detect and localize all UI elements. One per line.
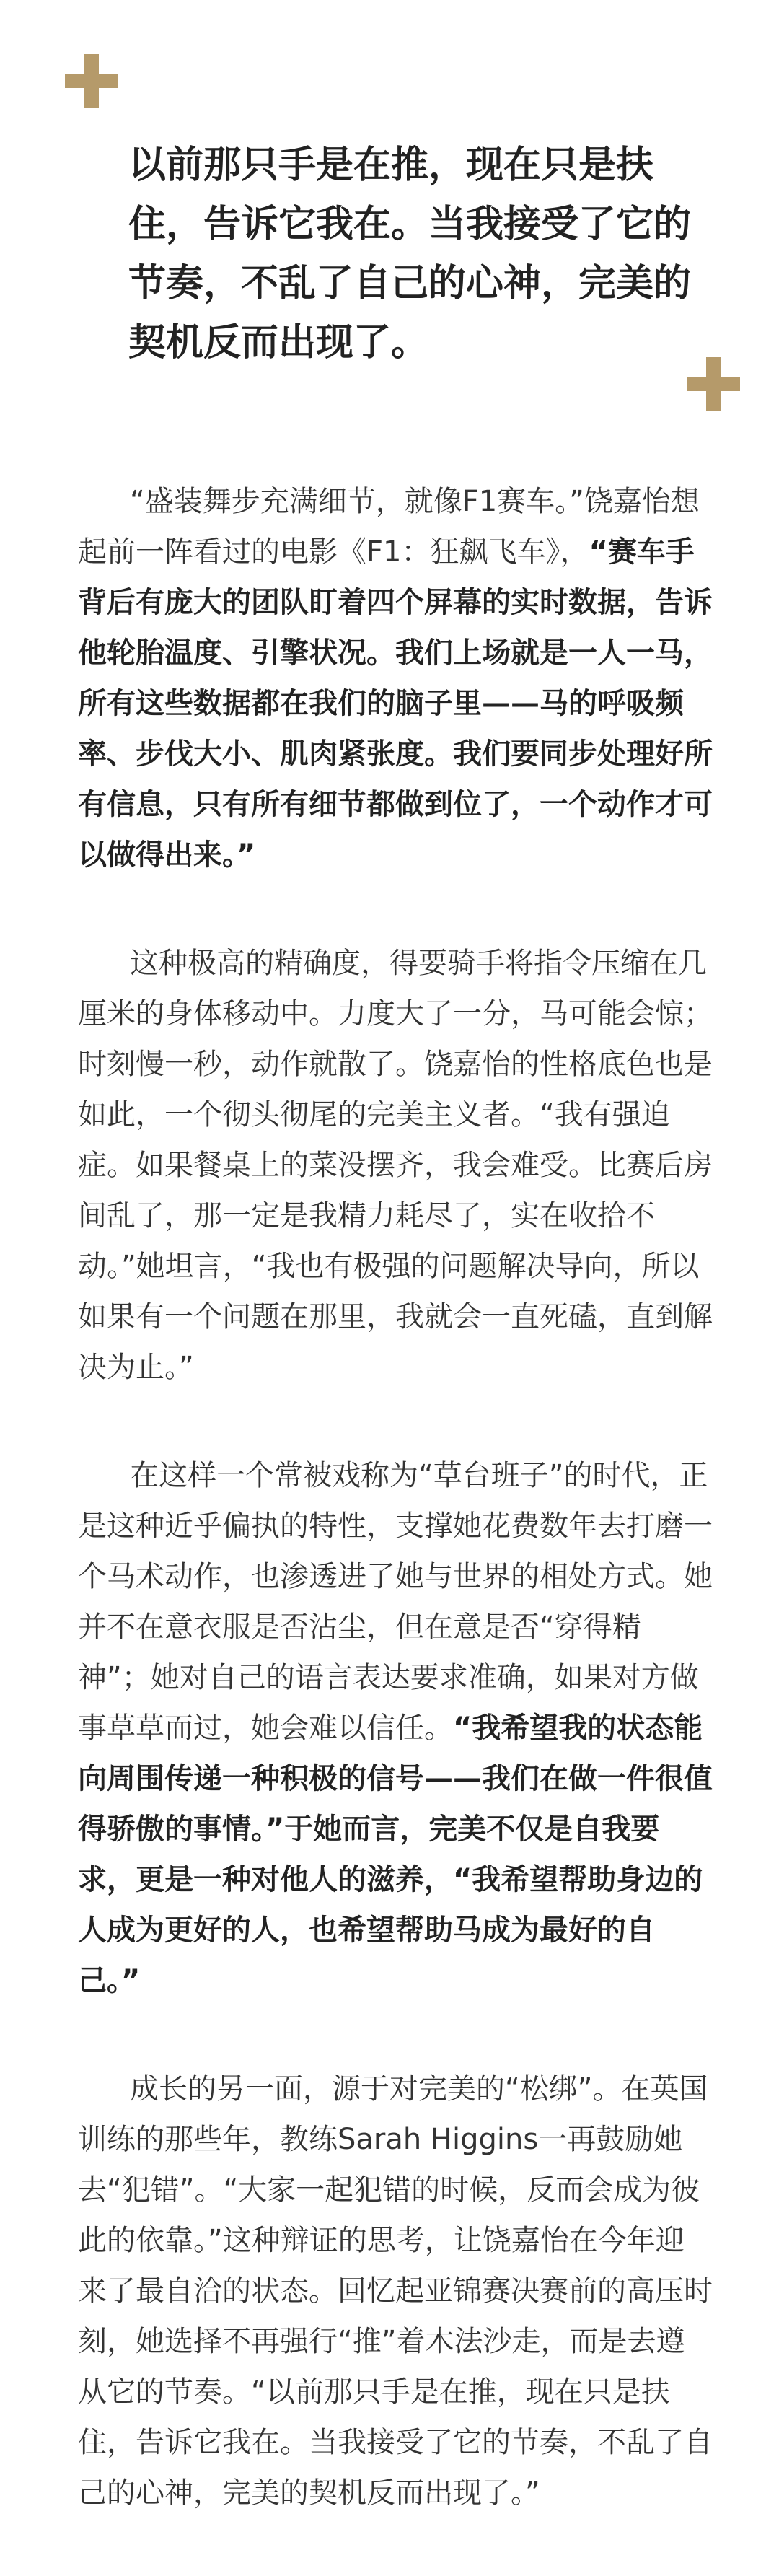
paragraph-text: 这种极高的精确度，得要骑手将指令压缩在几厘米的身体移动中。力度大了一分，马可能会惊；时刻慢一秒，动作就散了。饶嘉怡的性格底色也是如此，一个彻头彻尾的完美主义者。“我有强迫症。如果餐桌上的菜没摆齐，我会难受。比赛后房间乱了，那一定是我精力耗尽了，实在收拾不动。”她坦言，“我也有极强的问题解决导向，所以如果有一个问题在那里，我就会一直死磕，直到解决为止。” <box>78 947 713 1384</box>
gold-plus-icon <box>687 357 740 411</box>
paragraph-text: “盛装舞步充满细节，就像F1赛车。”饶嘉怡想起前一阵看过的电影《F1：狂飙飞车》， <box>78 485 700 569</box>
paragraph-text: 成长的另一面，源于对完美的“松绑”。在英国训练的那些年，教练Sarah Higgins一再鼓励她去“犯错”。“大家一起犯错的时候，反而会成为彼此的依靠。”这种辩证的思考，让饶嘉怡在今年迎来了最自洽的状态。回忆起亚锦赛决赛前的高压时刻，她选择不再强行“推”着木法沙走，而是去遵从它的节奏。“以前那只手是在推，现在只是扶住，告诉它我在。当我接受了它的节奏，不乱了自己的心神，完美的契机反而出现了。” <box>78 2072 713 2510</box>
paragraph-bold-text: “我希望我的状态能向周围传递一种积极的信号——我们在做一件很值得骄傲的事情。”于她而言，完美不仅是自我要求，更是一种对他人的滋养，“我希望帮助身边的人成为更好的人，也希望帮助马成为最好的自己。” <box>78 1712 713 1997</box>
paragraph <box>78 476 713 880</box>
pull-quote: 以前那只手是在推，现在只是扶住，告诉它我在。当我接受了它的节奏，不乱了自己的心神，完美的契机反而出现了。 <box>128 143 692 364</box>
paragraph <box>78 1450 713 2006</box>
paragraph <box>78 938 713 1393</box>
paragraph-bold-text: “赛车手背后有庞大的团队盯着四个屏幕的实时数据，告诉他轮胎温度、引擎状况。我们上场就是一人一马，所有这些数据都在我们的脑子里——马的呼吸频率、步伐大小、肌肉紧张度。我们要同步处理好所有信息，只有所有细节都做到位了，一个动作才可以做得出来。” <box>78 535 713 872</box>
paragraph-text: 在这样一个常被戏称为“草台班子”的时代，正是这种近乎偏执的特性，支撑她花费数年去打磨一个马术动作，也渗透进了她与世界的相处方式。她并不在意衣服是否沾尘，但在意是否“穿得精神”；她对自己的语言表达要求准确，如果对方做事草草而过，她会难以信任。 <box>78 1459 713 1745</box>
gold-plus-icon <box>65 54 118 108</box>
paragraph <box>78 2064 713 2518</box>
article-body <box>78 476 713 2576</box>
